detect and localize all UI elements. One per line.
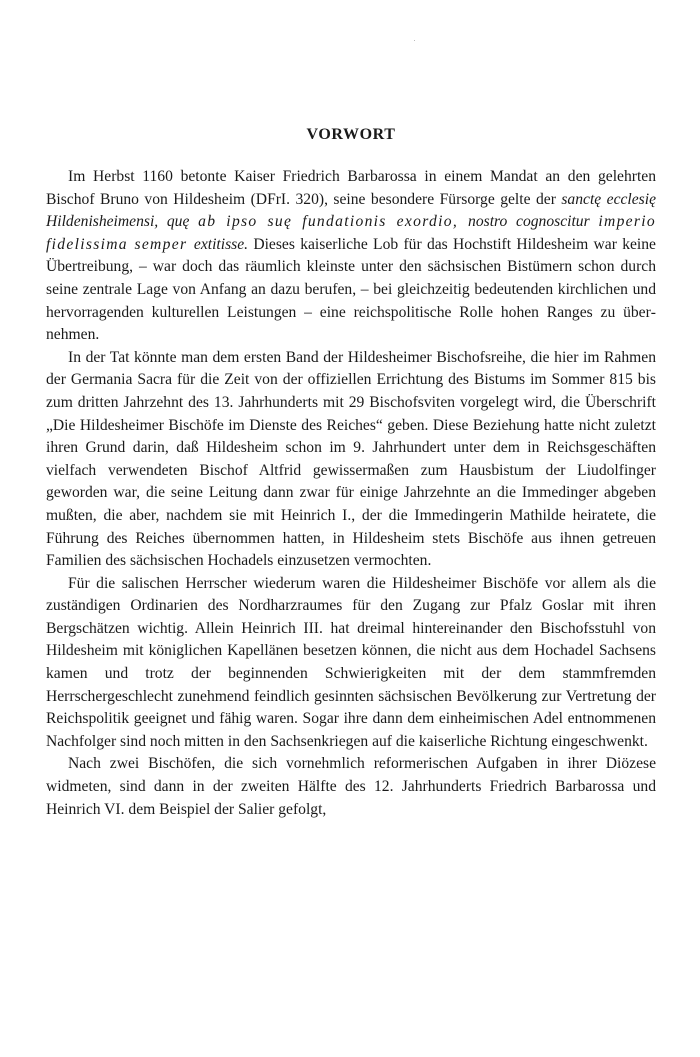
paragraph-4 [46,753,656,821]
latin-quote-italic: extitisse. [193,235,249,253]
text-run: Nach zwei Bischöfen, die sich vornehmlich reformerischen Aufgaben in ihrer Diözese widmeten, sind dann in der zweiten Hälfte des 12. Jahrhunderts Friedrich Barbarossa und Heinrich VI. dem Beispiel der Salier gefolgt, [46,755,656,818]
document-page [46,124,656,821]
text-run: Dieses kaiserliche Lob für das Hochstift Hildesheim war keine Übertreibung, – war doch das räumlich kleinste unter den sächsischen Bistümern schon durch seine zentrale Lage von Anfang an dazu berufen, – bei gleichzeitig bedeutenden kirchlichen und hervorragenden kulturellen Leistungen – eine reichspolitische Rolle hohen Ranges zu übernehmen. [46,235,656,344]
paragraph-2 [46,347,656,573]
scan-speck [414,40,415,41]
text-run: Für die salischen Herrscher wiederum waren die Hildesheimer Bischöfe vor allem als die zuständigen Ordinarien des Nordharzraumes für den Zugang zur Pfalz Goslar mit ihren Bergschätzen wichtig. Allein Heinrich III. hat dreimal hintereinander den Bischofsstuhl von Hildesheim mit königlichen Kapellänen besetzen können, die nicht aus dem Hochadel Sachsens kamen und trotz der beginnenden Schwierigkeiten mit der dem stammfremden Herrschergeschlecht zunehmend feindlich gesinnten sächsischen Bevölkerung zur Vertretung der Reichspolitik geeignet und fähig waren. Sogar ihre dann dem einheimischen Adel entnommenen Nachfolger sind noch mitten in den Sachsenkriegen auf die kaiserliche Richtung eingeschwenkt. [46,574,656,750]
text-run: In der Tat könnte man dem ersten Band der Hildesheimer Bischofsreihe, die hier im Rahmen der Germania Sacra für die Zeit von der offiziellen Errichtung des Bistums im Sommer 815 bis zum dritten Jahrzehnt des 13. Jahrhunderts mit 29 Bischofsviten vorgelegt wird, die Überschrift „Die Hildesheimer Bischöfe im Dienste des Reiches“ geben. Diese Beziehung hatte nicht zuletzt ihren Grund darin, daß Hildesheim schon im 9. Jahrhundert unter dem in Reichsgeschäften vielfach verwendeten Bischof Altfrid gewissermaßen zum Hausbistum der Liudolfinger geworden war, die seine Leitung dann zwar für einige Jahrzehnte an die Immedinger abgeben mußten, die aber, nachdem sie mit Heinrich I., der die Immedingerin Mathilde heiratete, die Führung des Reiches übernommen hatten, in Hildesheim stets Bischöfe aus ihnen getreuen Familien des sächsischen Hochadels einzusetzen vermochten. [46,348,656,570]
paragraph-1 [46,166,656,347]
page-heading: VORWORT [306,126,396,143]
latin-quote-spaced: imperio fidelissima semper [46,213,656,253]
latin-quote-italic: sanctę ecclesię Hildenisheimensi, quę [46,190,656,231]
text-run: Im Herbst 1160 betonte Kaiser Friedrich Barbarossa in einem Mandat an den gelehrten Bischof Bruno von Hildesheim (DFrI. 320), seine besondere Fürsorge gelte der [46,168,656,208]
latin-quote-italic: nostro cognoscitur [468,213,599,231]
paragraph-3 [46,573,656,754]
latin-quote-spaced: ab ipso suę fundationis exordio, [198,213,469,231]
